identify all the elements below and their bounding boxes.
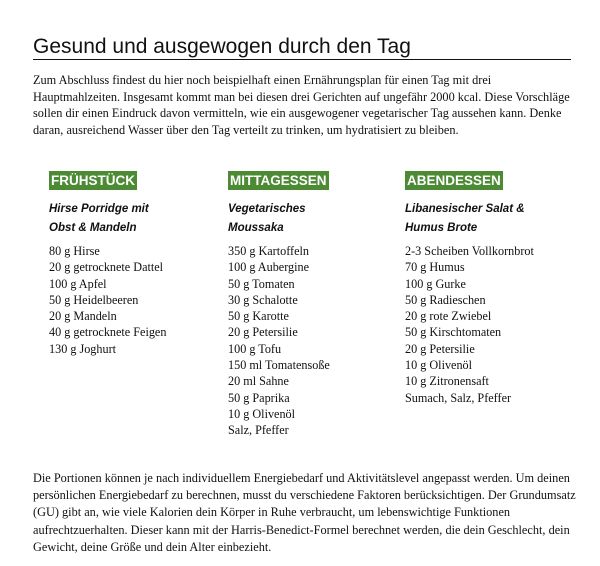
ingredient-item: 20 g Mandeln <box>49 309 117 324</box>
ingredient-item: 40 g getrocknete Feigen <box>49 325 167 340</box>
dish-title-dinner <box>405 200 585 237</box>
ingredient-item: 20 g Petersilie <box>405 341 475 356</box>
ingredient-item: 2-3 Scheiben Vollkornbrot <box>405 244 534 258</box>
meal-column-dinner <box>405 171 585 406</box>
ingredient-item: 80 g Hirse <box>49 244 100 258</box>
ingredient-item: 70 g Humus <box>405 260 465 275</box>
dish-title-lunch <box>228 200 388 237</box>
ingredient-item: 150 ml Tomatensoße <box>228 358 330 373</box>
ingredient-list-dinner <box>405 243 585 406</box>
ingredient-item: 50 g Karotte <box>228 309 289 324</box>
dish-title-line: Hirse Porridge mit <box>49 203 149 215</box>
meal-column-breakfast <box>49 171 209 357</box>
ingredient-item: 50 g Heidelbeeren <box>49 292 139 307</box>
dish-title-line: Humus Brote <box>405 221 478 234</box>
dish-title-breakfast <box>49 200 209 237</box>
ingredient-item: 100 g Aubergine <box>228 260 310 275</box>
ingredient-item: 350 g Kartoffeln <box>228 244 310 258</box>
ingredient-item: 130 g Joghurt <box>49 341 117 356</box>
ingredient-list-breakfast <box>49 243 209 357</box>
ingredient-item: 100 g Apfel <box>49 276 107 291</box>
ingredient-item: Salz, Pfeffer <box>228 423 289 438</box>
ingredient-item: 10 g Zitronensaft <box>405 374 489 389</box>
ingredient-item: 10 g Olivenöl <box>405 358 473 373</box>
dish-title-line: Moussaka <box>228 221 284 234</box>
ingredient-item: 50 g Paprika <box>228 390 290 405</box>
ingredient-item: 20 g rote Zwiebel <box>405 309 492 324</box>
ingredient-item: 50 g Kirschtomaten <box>405 325 502 340</box>
ingredient-item: 100 g Tofu <box>228 341 282 356</box>
meal-label-breakfast: FRÜHSTÜCK <box>51 173 135 188</box>
ingredient-item: 20 g getrocknete Dattel <box>49 260 164 275</box>
ingredient-item: 50 g Tomaten <box>228 276 295 291</box>
outro-paragraph: Die Portionen können je nach individuellem Energiebedarf und Aktivitätslevel angepasst werden. Um deinen persönlichen Energiebedarf zu berechnen, musst du verschiedene Faktoren berücksichtigen. Der Grundumsatz (GU) gibt an, wie viele Kalorien dein Körper in Ruhe verbraucht, um lebenswichtige Funktionen aufrechtzuerhalten. Dieser kann mit der Harris-Benedict-Formel berechnet werden, die dein Geschlecht, dein Gewicht, deine Größe und dein Alter einbezieht. <box>33 471 576 554</box>
meal-label-lunch: MITTAGESSEN <box>230 173 327 188</box>
dish-title-line: Libanesischer Salat & <box>405 203 525 215</box>
ingredient-item: 10 g Olivenöl <box>228 406 296 421</box>
meal-column-lunch <box>228 171 388 439</box>
dish-title-line: Obst & Mandeln <box>49 221 137 234</box>
ingredient-item: 50 g Radieschen <box>405 292 486 307</box>
ingredient-item: 20 ml Sahne <box>228 374 289 389</box>
ingredient-item: 20 g Petersilie <box>228 325 298 340</box>
page-title: Gesund und ausgewogen durch den Tag <box>33 34 571 60</box>
ingredient-item: 30 g Schalotte <box>228 292 298 307</box>
meal-label-dinner: ABENDESSEN <box>407 173 501 188</box>
ingredient-list-lunch <box>228 243 388 439</box>
ingredient-item: 100 g Gurke <box>405 276 466 291</box>
dish-title-line: Vegetarisches <box>228 203 306 215</box>
intro-paragraph: Zum Abschluss findest du hier noch beispielhaft einen Ernährungsplan für einen Tag mit drei Hauptmahlzeiten. Insgesamt kommt man bei diesen drei Gerichten auf ungefähr 2000 kcal. Diese Vorschläge sollen dir einen Eindruck davon vermitteln, wie ein ausgewogener vegetarischer Tag aussehen kann. Denke daran, ausreichend Wasser über den Tag verteilt zu trinken, um hydratisiert zu bleiben. <box>33 73 570 138</box>
ingredient-item: Sumach, Salz, Pfeffer <box>405 390 512 405</box>
